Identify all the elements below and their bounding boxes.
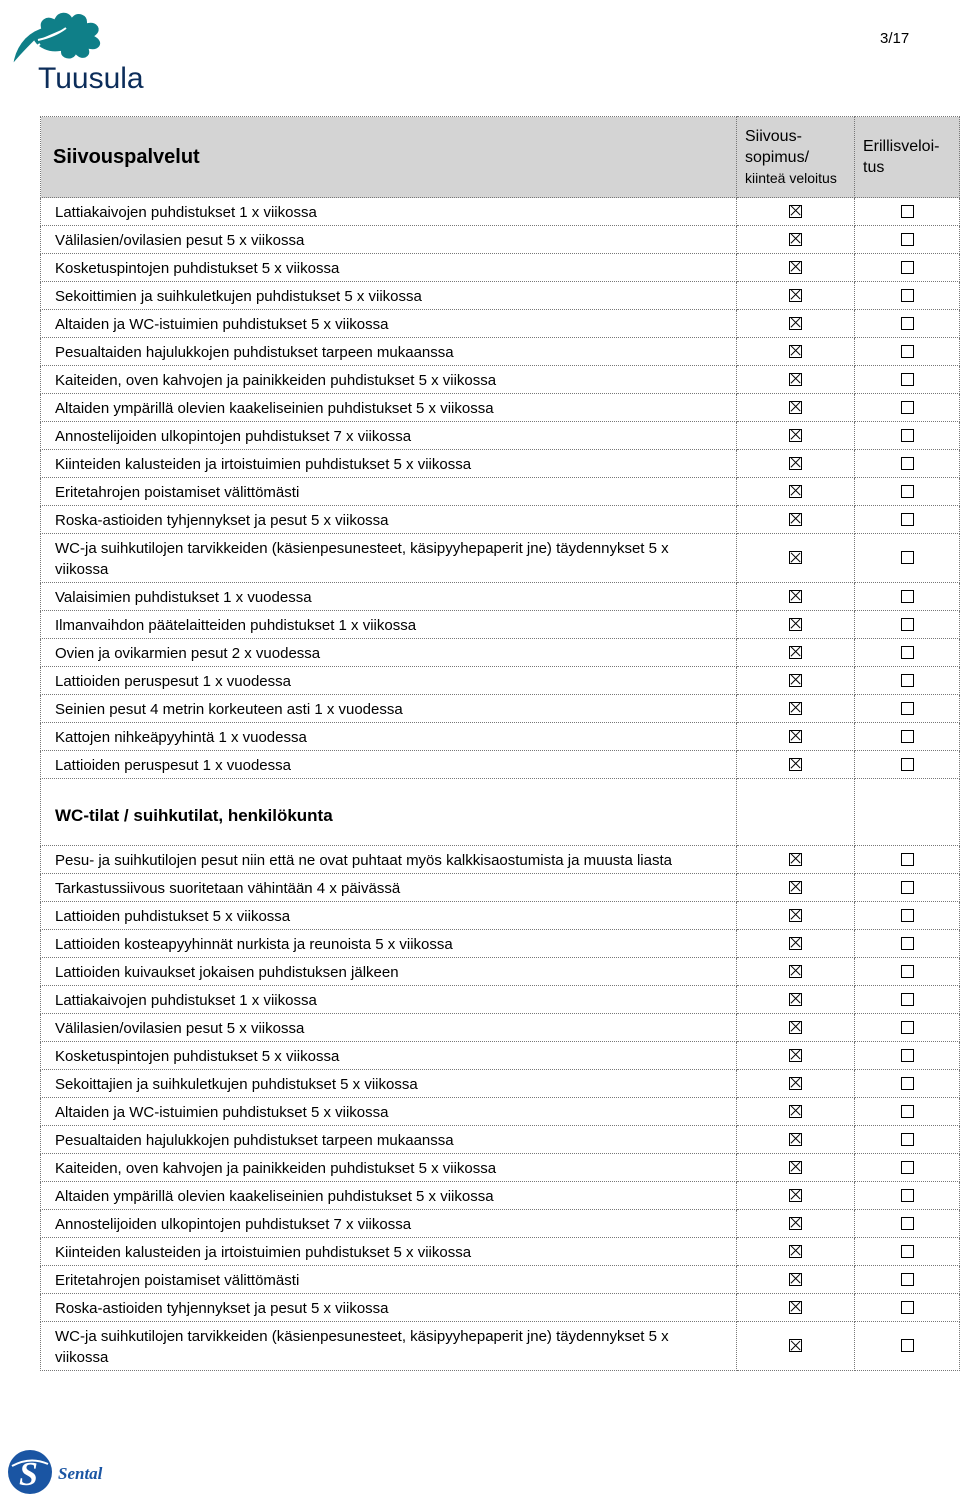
separate-charge-checkbox[interactable] bbox=[901, 993, 914, 1006]
table-row bbox=[41, 751, 960, 779]
separate-charge-checkbox-cell bbox=[855, 394, 960, 422]
separate-charge-checkbox[interactable] bbox=[901, 618, 914, 631]
table-row bbox=[41, 958, 960, 986]
contract-checkbox[interactable] bbox=[789, 730, 802, 743]
contract-checkbox-cell bbox=[737, 639, 855, 667]
separate-charge-checkbox-cell bbox=[855, 1266, 960, 1294]
separate-charge-checkbox[interactable] bbox=[901, 909, 914, 922]
separate-charge-checkbox-cell bbox=[855, 1154, 960, 1182]
service-description: Roska-astioiden tyhjennykset ja pesut 5 x viikossa bbox=[41, 1294, 737, 1322]
contract-checkbox[interactable] bbox=[789, 513, 802, 526]
separate-charge-checkbox[interactable] bbox=[901, 401, 914, 414]
separate-charge-checkbox[interactable] bbox=[901, 1105, 914, 1118]
separate-charge-checkbox-cell bbox=[855, 639, 960, 667]
contract-checkbox[interactable] bbox=[789, 373, 802, 386]
contract-checkbox[interactable] bbox=[789, 1077, 802, 1090]
tuusula-logo bbox=[4, 4, 154, 94]
table-row bbox=[41, 846, 960, 874]
contract-checkbox[interactable] bbox=[789, 1021, 802, 1034]
service-description: Kaiteiden, oven kahvojen ja painikkeiden puhdistukset 5 x viikossa bbox=[41, 366, 737, 394]
separate-charge-checkbox-cell bbox=[855, 1126, 960, 1154]
separate-charge-checkbox[interactable] bbox=[901, 429, 914, 442]
table-row bbox=[41, 667, 960, 695]
table-row bbox=[41, 1014, 960, 1042]
contract-checkbox-cell bbox=[737, 478, 855, 506]
table-row bbox=[41, 1098, 960, 1126]
contract-checkbox-cell bbox=[737, 1154, 855, 1182]
separate-charge-checkbox[interactable] bbox=[901, 1077, 914, 1090]
table-row bbox=[41, 930, 960, 958]
contract-checkbox-cell bbox=[737, 1210, 855, 1238]
contract-checkbox[interactable] bbox=[789, 993, 802, 1006]
contract-checkbox-cell bbox=[737, 723, 855, 751]
separate-charge-checkbox-cell bbox=[855, 958, 960, 986]
contract-checkbox-cell bbox=[737, 1098, 855, 1126]
contract-checkbox[interactable] bbox=[789, 590, 802, 603]
contract-checkbox[interactable] bbox=[789, 485, 802, 498]
service-description: Lattioiden puhdistukset 5 x viikossa bbox=[41, 902, 737, 930]
separate-charge-checkbox[interactable] bbox=[901, 513, 914, 526]
contract-checkbox[interactable] bbox=[789, 1189, 802, 1202]
separate-charge-checkbox[interactable] bbox=[901, 289, 914, 302]
contract-checkbox[interactable] bbox=[789, 758, 802, 771]
contract-checkbox[interactable] bbox=[789, 1049, 802, 1062]
separate-charge-checkbox-cell bbox=[855, 902, 960, 930]
table-row bbox=[41, 338, 960, 366]
table-row bbox=[41, 1070, 960, 1098]
separate-charge-checkbox-cell bbox=[855, 478, 960, 506]
separate-charge-checkbox[interactable] bbox=[901, 1021, 914, 1034]
contract-checkbox-cell bbox=[737, 667, 855, 695]
service-description: Lattioiden peruspesut 1 x vuodessa bbox=[41, 751, 737, 779]
contract-checkbox-cell bbox=[737, 1042, 855, 1070]
table-row bbox=[41, 986, 960, 1014]
service-description: Roska-astioiden tyhjennykset ja pesut 5 x viikossa bbox=[41, 506, 737, 534]
separate-charge-checkbox-cell bbox=[855, 846, 960, 874]
service-description: Ovien ja ovikarmien pesut 2 x vuodessa bbox=[41, 639, 737, 667]
service-description: Altaiden ympärillä olevien kaakeliseinien puhdistukset 5 x viikossa bbox=[41, 394, 737, 422]
separate-charge-checkbox[interactable] bbox=[901, 881, 914, 894]
oak-leaf-icon bbox=[12, 12, 101, 66]
service-description: Pesualtaiden hajulukkojen puhdistukset tarpeen mukaanssa bbox=[41, 1126, 737, 1154]
contract-checkbox[interactable] bbox=[789, 1245, 802, 1258]
contract-checkbox-cell bbox=[737, 226, 855, 254]
service-description: Ilmanvaihdon päätelaitteiden puhdistukset 1 x viikossa bbox=[41, 611, 737, 639]
separate-charge-checkbox[interactable] bbox=[901, 1273, 914, 1286]
contract-checkbox-cell bbox=[737, 902, 855, 930]
service-description: Kiinteiden kalusteiden ja irtoistuimien puhdistukset 5 x viikossa bbox=[41, 1238, 737, 1266]
separate-charge-checkbox-cell bbox=[855, 695, 960, 723]
contract-header-line: sopimus/ bbox=[745, 148, 810, 166]
separate-charge-checkbox[interactable] bbox=[901, 1245, 914, 1258]
separate-charge-checkbox-cell bbox=[855, 611, 960, 639]
contract-checkbox[interactable] bbox=[789, 289, 802, 302]
contract-checkbox-cell bbox=[737, 986, 855, 1014]
separate-charge-checkbox[interactable] bbox=[901, 1161, 914, 1174]
separate-charge-checkbox-cell bbox=[855, 366, 960, 394]
separate-charge-checkbox[interactable] bbox=[901, 1133, 914, 1146]
separate-charge-checkbox-cell bbox=[855, 667, 960, 695]
contract-checkbox[interactable] bbox=[789, 457, 802, 470]
separate-charge-checkbox-cell bbox=[855, 198, 960, 226]
table-row bbox=[41, 1322, 960, 1371]
separate-charge-checkbox-cell bbox=[855, 1182, 960, 1210]
table-row bbox=[41, 478, 960, 506]
table-row bbox=[41, 611, 960, 639]
table-row bbox=[41, 1154, 960, 1182]
table-row bbox=[41, 874, 960, 902]
separate-charge-checkbox[interactable] bbox=[901, 730, 914, 743]
contract-checkbox-cell bbox=[737, 695, 855, 723]
contract-checkbox-cell bbox=[737, 422, 855, 450]
service-description: Kosketuspintojen puhdistukset 5 x viikossa bbox=[41, 254, 737, 282]
service-description: Kiinteiden kalusteiden ja irtoistuimien puhdistukset 5 x viikossa bbox=[41, 450, 737, 478]
table-row bbox=[41, 1266, 960, 1294]
service-description: Lattioiden kosteapyyhinnät nurkista ja reunoista 5 x viikossa bbox=[41, 930, 737, 958]
contract-checkbox[interactable] bbox=[789, 1161, 802, 1174]
table-row bbox=[41, 902, 960, 930]
service-description: Altaiden ja WC-istuimien puhdistukset 5 x viikossa bbox=[41, 1098, 737, 1126]
separate-charge-checkbox[interactable] bbox=[901, 317, 914, 330]
separate-charge-checkbox-cell bbox=[855, 310, 960, 338]
contract-checkbox-cell bbox=[737, 751, 855, 779]
separate-charge-checkbox[interactable] bbox=[901, 937, 914, 950]
contract-checkbox[interactable] bbox=[789, 345, 802, 358]
service-description: Sekoittajien ja suihkuletkujen puhdistukset 5 x viikossa bbox=[41, 1070, 737, 1098]
separate-charge-checkbox[interactable] bbox=[901, 551, 914, 564]
contract-checkbox[interactable] bbox=[789, 205, 802, 218]
contract-checkbox-cell bbox=[737, 1266, 855, 1294]
service-description: Altaiden ympärillä olevien kaakeliseinien puhdistukset 5 x viikossa bbox=[41, 1182, 737, 1210]
contract-checkbox-cell bbox=[737, 282, 855, 310]
separate-charge-checkbox[interactable] bbox=[901, 373, 914, 386]
table-row bbox=[41, 198, 960, 226]
contract-checkbox[interactable] bbox=[789, 646, 802, 659]
service-description: Pesu- ja suihkutilojen pesut niin että ne ovat puhtaat myös kalkkisaostumista ja muusta liasta bbox=[41, 846, 737, 874]
separate-charge-checkbox-cell bbox=[855, 450, 960, 478]
service-description: Kaiteiden, oven kahvojen ja painikkeiden puhdistukset 5 x viikossa bbox=[41, 1154, 737, 1182]
separate-charge-checkbox[interactable] bbox=[901, 1049, 914, 1062]
table-row bbox=[41, 1042, 960, 1070]
table-row bbox=[41, 1238, 960, 1266]
contract-checkbox[interactable] bbox=[789, 1133, 802, 1146]
contract-checkbox[interactable] bbox=[789, 702, 802, 715]
table-title: Siivouspalvelut bbox=[41, 117, 737, 198]
separate-charge-checkbox-cell bbox=[855, 751, 960, 779]
sental-logo-wordmark: Sental bbox=[58, 1464, 103, 1483]
section-heading-row bbox=[41, 779, 960, 846]
table-row bbox=[41, 1182, 960, 1210]
contract-column-header bbox=[737, 117, 855, 198]
contract-checkbox-cell bbox=[737, 1014, 855, 1042]
sental-logo bbox=[6, 1446, 116, 1498]
separate-charge-checkbox-cell bbox=[855, 1238, 960, 1266]
separate-charge-checkbox[interactable] bbox=[901, 965, 914, 978]
contract-checkbox[interactable] bbox=[789, 1217, 802, 1230]
service-description: Sekoittimien ja suihkuletkujen puhdistukset 5 x viikossa bbox=[41, 282, 737, 310]
separate-charge-column-header bbox=[855, 117, 960, 198]
empty-cell bbox=[737, 779, 855, 846]
contract-checkbox[interactable] bbox=[789, 881, 802, 894]
service-description: Eritetahrojen poistamiset välittömästi bbox=[41, 1266, 737, 1294]
separate-charge-checkbox[interactable] bbox=[901, 233, 914, 246]
service-description: Kosketuspintojen puhdistukset 5 x viikossa bbox=[41, 1042, 737, 1070]
contract-checkbox-cell bbox=[737, 1070, 855, 1098]
table-row bbox=[41, 310, 960, 338]
table-header-row bbox=[41, 117, 960, 198]
separate-charge-checkbox-cell bbox=[855, 254, 960, 282]
table-row bbox=[41, 226, 960, 254]
separate-charge-checkbox-cell bbox=[855, 422, 960, 450]
separate-charge-checkbox-cell bbox=[855, 1042, 960, 1070]
separate-charge-checkbox[interactable] bbox=[901, 646, 914, 659]
separate-charge-checkbox[interactable] bbox=[901, 702, 914, 715]
service-table bbox=[40, 116, 960, 1371]
contract-checkbox-cell bbox=[737, 930, 855, 958]
table-row bbox=[41, 695, 960, 723]
contract-checkbox[interactable] bbox=[789, 618, 802, 631]
service-description: WC-ja suihkutilojen tarvikkeiden (käsienpesunesteet, käsipyyhepaperit jne) täydennykset 5 x viikossa bbox=[41, 534, 737, 583]
contract-checkbox-cell bbox=[737, 1322, 855, 1371]
table-row bbox=[41, 450, 960, 478]
contract-checkbox[interactable] bbox=[789, 401, 802, 414]
contract-checkbox[interactable] bbox=[789, 261, 802, 274]
page-number: 3/17 bbox=[880, 30, 910, 47]
table-row bbox=[41, 254, 960, 282]
contract-checkbox-cell bbox=[737, 1126, 855, 1154]
separate-charge-checkbox-cell bbox=[855, 986, 960, 1014]
table-row bbox=[41, 1126, 960, 1154]
separate-charge-checkbox-cell bbox=[855, 338, 960, 366]
contract-checkbox[interactable] bbox=[789, 551, 802, 564]
service-description: Lattiakaivojen puhdistukset 1 x viikossa bbox=[41, 198, 737, 226]
separate-charge-checkbox-cell bbox=[855, 1014, 960, 1042]
section-1-rows bbox=[41, 198, 960, 779]
service-description: Annostelijoiden ulkopintojen puhdistukset 7 x viikossa bbox=[41, 1210, 737, 1238]
separate-charge-checkbox-cell bbox=[855, 1322, 960, 1371]
contract-checkbox[interactable] bbox=[789, 1105, 802, 1118]
service-description: WC-ja suihkutilojen tarvikkeiden (käsienpesunesteet, käsipyyhepaperit jne) täydennykset 5 x viikossa bbox=[41, 1322, 737, 1371]
separate-charge-checkbox-cell bbox=[855, 723, 960, 751]
table-row bbox=[41, 366, 960, 394]
contract-checkbox-cell bbox=[737, 310, 855, 338]
service-description: Seinien pesut 4 metrin korkeuteen asti 1 x vuodessa bbox=[41, 695, 737, 723]
separate-charge-checkbox[interactable] bbox=[901, 261, 914, 274]
section-title: WC-tilat / suihkutilat, henkilökunta bbox=[41, 779, 737, 846]
contract-checkbox-cell bbox=[737, 1294, 855, 1322]
contract-checkbox-cell bbox=[737, 1182, 855, 1210]
separate-charge-checkbox[interactable] bbox=[901, 1339, 914, 1352]
contract-checkbox[interactable] bbox=[789, 1301, 802, 1314]
sental-logo-letter: S bbox=[19, 1456, 38, 1493]
service-description: Tarkastussiivous suoritetaan vähintään 4 x päivässä bbox=[41, 874, 737, 902]
table-row bbox=[41, 1210, 960, 1238]
service-description: Kattojen nihkeäpyyhintä 1 x vuodessa bbox=[41, 723, 737, 751]
separate-charge-checkbox-cell bbox=[855, 1070, 960, 1098]
table-row bbox=[41, 1294, 960, 1322]
service-description: Lattioiden peruspesut 1 x vuodessa bbox=[41, 667, 737, 695]
service-description: Eritetahrojen poistamiset välittömästi bbox=[41, 478, 737, 506]
contract-checkbox[interactable] bbox=[789, 1273, 802, 1286]
contract-checkbox-cell bbox=[737, 254, 855, 282]
separate-charge-checkbox[interactable] bbox=[901, 457, 914, 470]
table-row bbox=[41, 506, 960, 534]
contract-checkbox-cell bbox=[737, 583, 855, 611]
table-row bbox=[41, 394, 960, 422]
contract-checkbox-cell bbox=[737, 846, 855, 874]
contract-checkbox-cell bbox=[737, 338, 855, 366]
contract-checkbox-cell bbox=[737, 506, 855, 534]
separate-charge-checkbox[interactable] bbox=[901, 758, 914, 771]
separate-charge-checkbox-cell bbox=[855, 226, 960, 254]
separate-charge-checkbox-cell bbox=[855, 1210, 960, 1238]
contract-checkbox[interactable] bbox=[789, 674, 802, 687]
separate-charge-checkbox[interactable] bbox=[901, 1217, 914, 1230]
contract-checkbox-cell bbox=[737, 958, 855, 986]
contract-checkbox-cell bbox=[737, 1238, 855, 1266]
table-row bbox=[41, 534, 960, 583]
contract-checkbox[interactable] bbox=[789, 233, 802, 246]
contract-checkbox-cell bbox=[737, 198, 855, 226]
separate-charge-checkbox-cell bbox=[855, 1294, 960, 1322]
table-row bbox=[41, 723, 960, 751]
contract-header-line: kiinteä veloitus bbox=[745, 169, 837, 186]
separate-charge-checkbox[interactable] bbox=[901, 853, 914, 866]
separate-charge-checkbox-cell bbox=[855, 534, 960, 583]
service-description: Valaisimien puhdistukset 1 x vuodessa bbox=[41, 583, 737, 611]
separate-charge-checkbox-cell bbox=[855, 506, 960, 534]
contract-checkbox-cell bbox=[737, 366, 855, 394]
contract-checkbox[interactable] bbox=[789, 1339, 802, 1352]
contract-checkbox-cell bbox=[737, 874, 855, 902]
separate-charge-checkbox-cell bbox=[855, 1098, 960, 1126]
table-row bbox=[41, 583, 960, 611]
contract-header-line: Siivous- bbox=[745, 127, 802, 145]
separate-charge-checkbox[interactable] bbox=[901, 590, 914, 603]
separate-charge-checkbox-cell bbox=[855, 874, 960, 902]
separate-charge-checkbox[interactable] bbox=[901, 674, 914, 687]
separate-charge-checkbox[interactable] bbox=[901, 1301, 914, 1314]
contract-checkbox[interactable] bbox=[789, 429, 802, 442]
section-2-heading bbox=[41, 779, 960, 846]
separate-charge-checkbox-cell bbox=[855, 282, 960, 310]
contract-checkbox-cell bbox=[737, 394, 855, 422]
contract-checkbox[interactable] bbox=[789, 853, 802, 866]
contract-checkbox[interactable] bbox=[789, 937, 802, 950]
contract-checkbox-cell bbox=[737, 450, 855, 478]
table-row bbox=[41, 282, 960, 310]
contract-checkbox[interactable] bbox=[789, 965, 802, 978]
separate-charge-checkbox[interactable] bbox=[901, 1189, 914, 1202]
separate-charge-checkbox-cell bbox=[855, 583, 960, 611]
separate-charge-checkbox[interactable] bbox=[901, 205, 914, 218]
service-description: Annostelijoiden ulkopintojen puhdistukset 7 x viikossa bbox=[41, 422, 737, 450]
separate-charge-checkbox-cell bbox=[855, 930, 960, 958]
contract-checkbox-cell bbox=[737, 611, 855, 639]
table-row bbox=[41, 639, 960, 667]
logo-wordmark: Tuusula bbox=[38, 62, 144, 94]
service-description: Pesualtaiden hajulukkojen puhdistukset tarpeen mukaanssa bbox=[41, 338, 737, 366]
service-description: Lattiakaivojen puhdistukset 1 x viikossa bbox=[41, 986, 737, 1014]
service-description: Lattioiden kuivaukset jokaisen puhdistuksen jälkeen bbox=[41, 958, 737, 986]
section-2-rows bbox=[41, 846, 960, 1371]
separate-charge-checkbox[interactable] bbox=[901, 485, 914, 498]
separate-header-line: tus bbox=[863, 159, 885, 176]
separate-header-line: Erillisveloi- bbox=[863, 138, 940, 155]
empty-cell bbox=[855, 779, 960, 846]
service-description: Altaiden ja WC-istuimien puhdistukset 5 x viikossa bbox=[41, 310, 737, 338]
contract-checkbox-cell bbox=[737, 534, 855, 583]
service-description: Välilasien/ovilasien pesut 5 x viikossa bbox=[41, 1014, 737, 1042]
service-description: Välilasien/ovilasien pesut 5 x viikossa bbox=[41, 226, 737, 254]
contract-checkbox[interactable] bbox=[789, 909, 802, 922]
separate-charge-checkbox[interactable] bbox=[901, 345, 914, 358]
contract-checkbox[interactable] bbox=[789, 317, 802, 330]
table-row bbox=[41, 422, 960, 450]
